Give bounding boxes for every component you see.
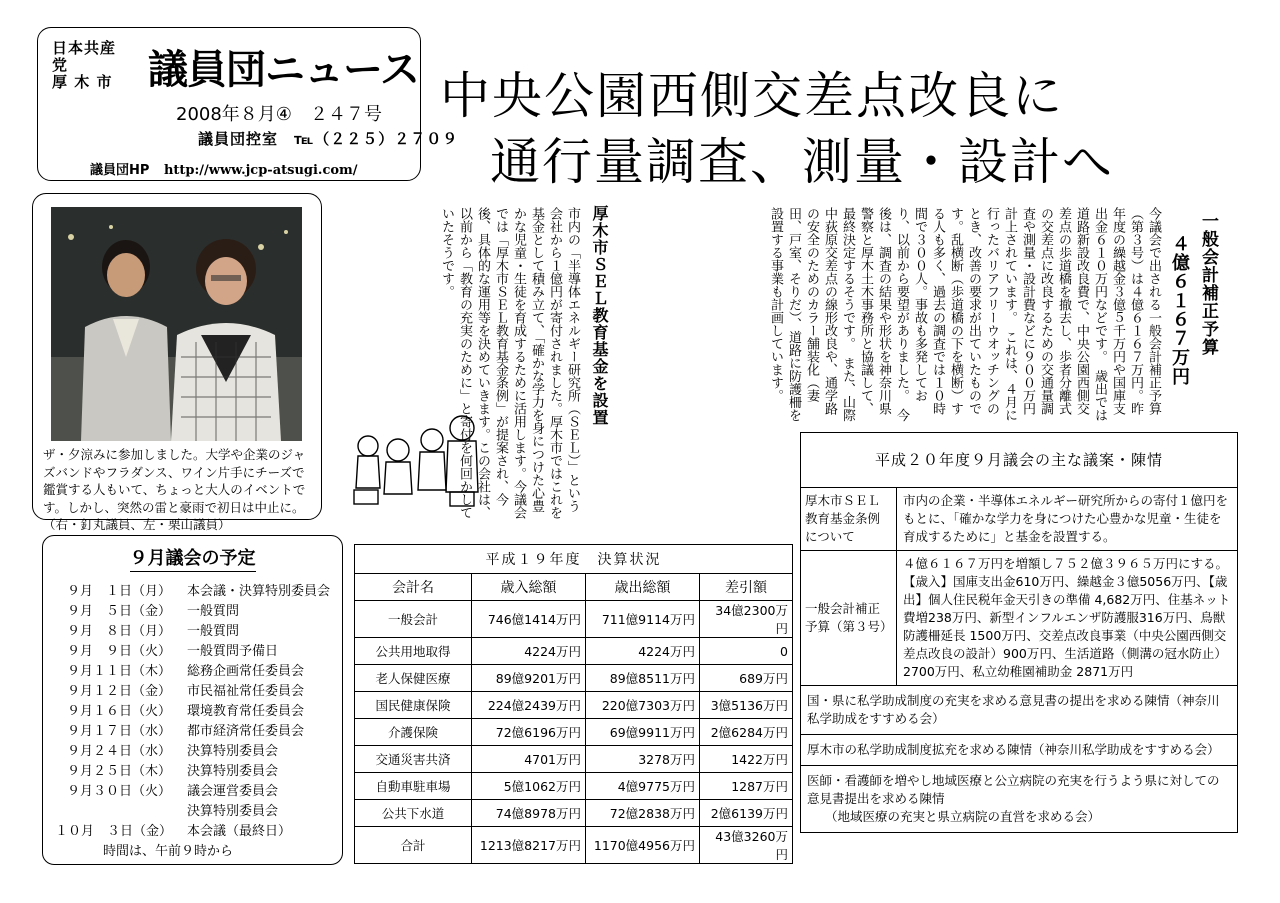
table-cell: 交通災害共済 [355,746,472,773]
table-cell: 5億1062万円 [472,773,586,800]
table-cell: 4億9775万円 [586,773,700,800]
schedule-date: ９月３０日（火） [67,784,172,799]
schedule-row [67,760,278,779]
table-cell: 89億9201万円 [472,665,586,692]
table-cell: 34億2300万円 [700,601,793,638]
schedule-title-text: ９月議会の予定 [130,548,256,572]
schedule-row [67,580,330,599]
children-illustration [350,410,485,508]
schedule-row [67,720,304,739]
table-row [355,746,793,773]
table-cell: 2億6284万円 [700,719,793,746]
schedule-event: 一般質問 [187,604,240,619]
schedule-row [67,660,304,679]
bill-description: 市内の企業・半導体エネルギー研究所からの寄付１億円をもとに、「確かな学力を身につけた心豊かな児童・生徒を育成するために」と基金を設置する。 [903,493,1229,544]
schedule-event: 決算特別委員会 [187,804,279,819]
schedule-event: 環境教育常任委員会 [187,704,305,719]
schedule-row [67,700,304,719]
table-cell: 72億2838万円 [586,800,700,827]
september-schedule [42,535,343,865]
table-row [355,719,793,746]
schedule-date: ９月２５日（木） [67,764,172,779]
table-cell: 72億6196万円 [472,719,586,746]
schedule-row [67,780,278,799]
table-cell: 国民健康保険 [355,692,472,719]
bill-name: 一般会計補正予算（第３号） [801,551,897,685]
issue-number: 2008年８月④ ２４７号 [176,104,382,125]
table-row [355,601,793,638]
table-cell: 合計 [355,827,472,864]
budget-article-body: 今議会で出される一般会計補正予算（第３号）は４億６１６７万円。昨年度の繰越金３億５千万円や国庫支出金６１０万円などです。 歳出では道路新設改良費で、中央公園西側交差点の歩道橋を撤去し、歩者分離式の交差点に改良するための交通量調査や測量・設計費などに９００万円計上されています。 これは、４月に行ったバリアフリーウオッチングのとき、改善の要求が出ていたものです。乱横断（歩道橋の下を横断）する人も多く、過去の調査では１０時間で３００人。事故も多発しており、以前から要望がありました。 今後は、調査の結果や形状を神奈川県警察と厚木土木事務所と協議して、最終決定するそうです。 また、山際中荻原交差点の線形改良や、通学路の安全のためのカラー舗装化（妻田、戸室、そりだ）、道路に防護柵を設置する事業も計画しています。 [768,207,1161,422]
table-cell: 3278万円 [586,746,700,773]
table-cell: 711億9114万円 [586,601,700,638]
city-label: 厚 木 市 [52,73,113,91]
table-cell: 介護保険 [355,719,472,746]
table-cell: 43億3260万円 [700,827,793,864]
homepage-link[interactable]: http://www.jcp-atsugi.com/ [163,163,358,178]
table-cell: 1170億4956万円 [586,827,700,864]
budget-amount-heading: ４億６１６７万円 [1169,234,1190,386]
bills-table [800,432,1238,833]
settlement-caption-row [355,545,793,574]
settlement-header-row [355,574,793,601]
party-label: 日本共産党 [52,39,117,74]
schedule-event: 本会議・決算特別委員会 [187,584,331,599]
schedule-event: 本会議（最終日） [187,824,292,839]
bill-description: ４億６１６７万円を増額し７５２億３９６５万円にする。【歳入】国庫支出金610万円、繰越金３億5056万円、【歳出】個人住民税年金天引きの準備 4,682万円、住基ネット費増238万円、新型インフルエンザ防護服316万円、鳥獣防護柵延長 1500万円、交差点改良事業（中央公園西側交差点改良の設計）900万円、生活道路（側溝の冠水防止）2700万円、私立幼稚園補助金 2871万円 [903,556,1231,679]
table-cell: 224億2439万円 [472,692,586,719]
schedule-event: 一般質問 [187,624,240,639]
table-cell: 74億8978万円 [472,800,586,827]
table-cell: 1213億8217万円 [472,827,586,864]
schedule-event: 決算特別委員会 [187,764,279,779]
schedule-event: 市民福祉常任委員会 [187,684,305,699]
schedule-date: ９月 ９日（火） [67,644,172,659]
schedule-row [67,620,239,639]
event-photo [51,207,302,441]
table-cell: 3億5136万円 [700,692,793,719]
photo-illustration [51,207,302,441]
schedule-row [67,680,304,699]
headline-line-2: 通行量調査、測量・設計へ [490,133,1114,191]
table-cell: 老人保健医療 [355,665,472,692]
schedule-event: 議会運営委員会 [187,784,279,799]
photo-box [32,193,322,532]
table-cell: 自動車駐車場 [355,773,472,800]
table-cell: 1287万円 [700,773,793,800]
headline-line-1: 中央公園西側交差点改良に [440,67,1064,125]
schedule-title [43,544,342,570]
schedule-event: 総務企画常任委員会 [187,664,305,679]
settlement-table [354,544,793,864]
table-cell: 746億1414万円 [472,601,586,638]
bills-title: 平成２０年度９月議会の主な議案・陳情 [801,433,1237,488]
schedule-event: 決算特別委員会 [187,744,279,759]
table-row [355,800,793,827]
masthead [37,27,459,181]
table-row [355,827,793,864]
table-cell: 220億7303万円 [586,692,700,719]
schedule-date: ９月 ８日（月） [67,624,172,639]
schedule-date: ９月１２日（金） [67,684,172,699]
table-cell: 公共用地取得 [355,638,472,665]
party-name [52,40,124,91]
schedule-date: ９月 ５日（金） [67,604,172,619]
photo-caption: ザ・夕涼みに参加しました。大学や企業のジャズバンドやフラダンス、ワイン片手にチーズで鑑賞する人もいて、ちょっと大人のイベントです。しかし、突然の雷と豪雨で初日は中止に。（右・釘丸議員、左・栗山議員） [43,447,306,532]
budget-article-heading: 一般会計補正予算 [1198,212,1218,356]
schedule-note: 時間は、午前９時から [103,844,234,859]
sel-article-body: 市内の「半導体エネルギー研究所（ＳＥＬ）」という会社から１億円が寄付されました。厚木市ではこれを基金として積み立て、「確かな学力を身につけた心豊かな児童・生徒を育成するために活用します。今議会では「厚木市ＳＥＬ教育基金条例」が提案され、今後、具体的な運用等を決めていきます。この会社は、以前から「教育の充実のために」と寄付を何回かしていたそうです。 [439,207,580,519]
schedule-date: ９月１１日（木） [67,664,172,679]
homepage-label: 議員団HP [90,163,150,178]
petition-text: 医師・看護師を増やし地域医療と公立病院の充実を行うよう県に対しての意見書提出を求める陳情 [807,773,1220,806]
petition-item: 厚木市の私学助成制度拡充を求める陳情（神奈川私学助成をすすめる会） [801,735,1237,766]
table-cell: 89億8511万円 [586,665,700,692]
column-header: 歳出総額 [586,574,700,601]
schedule-event: 一般質問予備日 [187,644,279,659]
bill-row [801,488,1237,551]
table-cell: 公共下水道 [355,800,472,827]
schedule-row [67,600,239,619]
newsletter-name: 議員団ニュース [148,47,419,93]
schedule-row [67,740,278,759]
table-cell: 4701万円 [472,746,586,773]
settlement-caption: 平成１９年度 決算状況 [355,545,793,574]
schedule-date: １０月 ３日（金） [55,824,173,839]
table-cell: 2億6139万円 [700,800,793,827]
sel-article-heading: 厚木市ＳＥＬ教育基金を設置 [590,205,609,426]
homepage-line [90,159,358,178]
table-cell: 69億9911万円 [586,719,700,746]
schedule-date: ９月２４日（水） [67,744,172,759]
table-cell: 0 [700,638,793,665]
schedule-row [67,800,278,819]
table-row [355,665,793,692]
schedule-row [55,820,291,839]
table-cell: 1422万円 [700,746,793,773]
schedule-event: 都市経済常任委員会 [187,724,305,739]
table-row [355,773,793,800]
table-cell: 一般会計 [355,601,472,638]
column-header: 差引額 [700,574,793,601]
column-header: 歳入総額 [472,574,586,601]
schedule-date: ９月 １日（月） [67,584,172,599]
petition-item [801,766,1237,832]
table-cell: 4224万円 [586,638,700,665]
table-row [355,692,793,719]
bill-name: 厚木市ＳＥＬ教育基金条例について [801,488,897,550]
schedule-date: ９月１７日（水） [67,724,172,739]
table-cell: 4224万円 [472,638,586,665]
bill-row [801,551,1237,686]
office-phone: 議員団控室 ℡（２２５）２７０９ [198,130,459,148]
table-row [355,638,793,665]
table-cell: 689万円 [700,665,793,692]
schedule-row [67,640,278,659]
column-header: 会計名 [355,574,472,601]
schedule-date: ９月１６日（火） [67,704,172,719]
petition-submitter: （地域医療の充実と県立病院の直営を求める会） [825,809,1101,824]
petition-item: 国・県に私学助成制度の充実を求める意見書の提出を求める陳情（神奈川私学助成をすすめる会） [801,686,1237,735]
